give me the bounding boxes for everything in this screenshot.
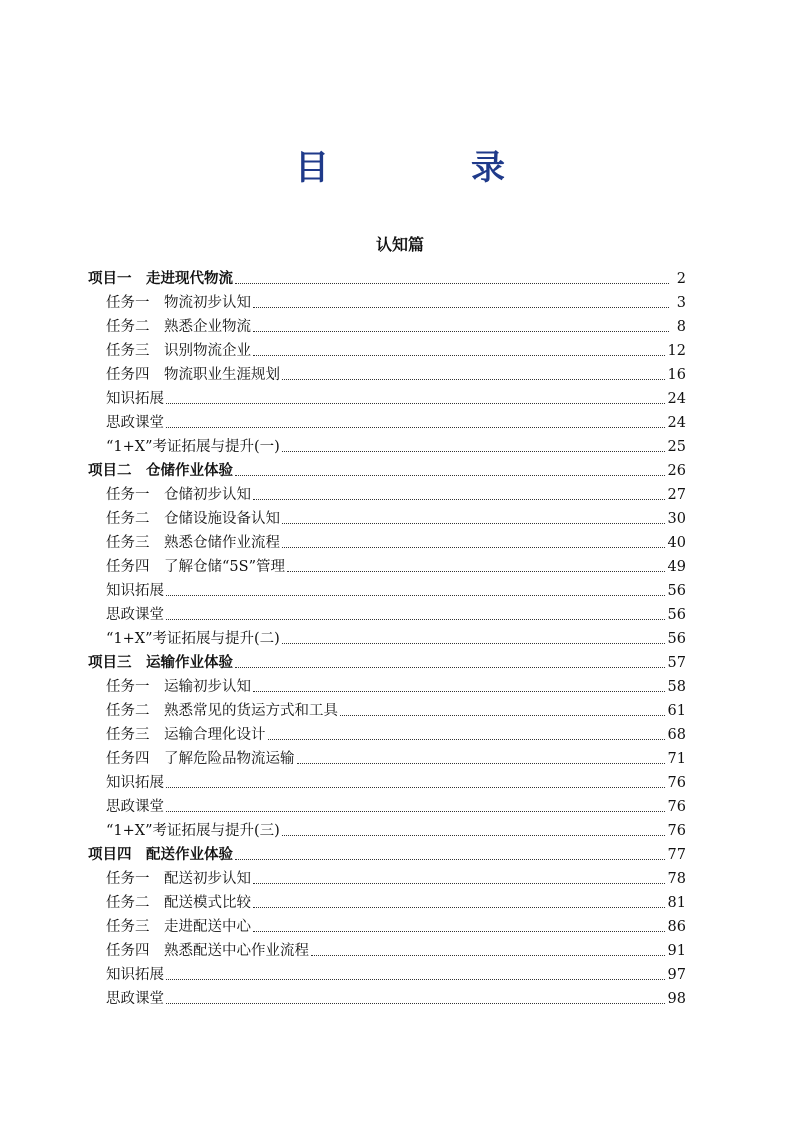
toc-entry-label: 任务三 熟悉仓储作业流程: [106, 535, 280, 551]
dot-leader: [297, 763, 665, 764]
dot-leader: [166, 787, 665, 788]
toc-task-entry[interactable]: [0, 289, 800, 313]
toc-entry-label: 任务四 熟悉配送中心作业流程: [106, 943, 309, 959]
toc-entry-page-number: 40: [667, 535, 686, 551]
dot-leader: [253, 907, 665, 908]
dot-leader: [287, 571, 665, 572]
toc-entry-page-number: 12: [667, 343, 686, 359]
dot-leader: [166, 979, 665, 980]
toc-task-entry[interactable]: [0, 433, 800, 457]
toc-task-entry[interactable]: [0, 361, 800, 385]
dot-leader: [253, 307, 669, 308]
toc-entry-label: 任务四 了解危险品物流运输: [106, 751, 295, 767]
dot-leader: [282, 835, 665, 836]
dot-leader: [166, 811, 665, 812]
toc-entry-page-number: 26: [667, 463, 686, 479]
toc-task-entry[interactable]: [0, 481, 800, 505]
dot-leader: [166, 427, 665, 428]
toc-task-entry[interactable]: [0, 337, 800, 361]
toc-task-entry[interactable]: [0, 505, 800, 529]
toc-entry-label: 项目三 运输作业体验: [88, 655, 233, 671]
dot-leader: [282, 643, 665, 644]
toc-entry-page-number: 16: [667, 367, 686, 383]
toc-entry-page-number: 56: [667, 583, 686, 599]
toc-task-entry[interactable]: [0, 697, 800, 721]
toc-entry-label: 项目二 仓储作业体验: [88, 463, 233, 479]
dot-leader: [253, 331, 669, 332]
dot-leader: [235, 859, 665, 860]
toc-task-entry[interactable]: [0, 985, 800, 1009]
toc-entry-page-number: 86: [667, 919, 686, 935]
toc-entry-page-number: 24: [667, 391, 686, 407]
toc-task-entry[interactable]: [0, 577, 800, 601]
dot-leader: [235, 283, 669, 284]
toc-task-entry[interactable]: [0, 889, 800, 913]
dot-leader: [282, 451, 665, 452]
toc-task-entry[interactable]: [0, 721, 800, 745]
dot-leader: [253, 691, 665, 692]
dot-leader: [166, 1003, 665, 1004]
toc-entry-label: “1+X”考证拓展与提升(一): [106, 439, 280, 455]
toc-entry-page-number: 76: [667, 799, 686, 815]
dot-leader: [235, 667, 665, 668]
toc-entry-page-number: 56: [667, 631, 686, 647]
dot-leader: [268, 739, 665, 740]
toc-entry-label: 任务一 配送初步认知: [106, 871, 251, 887]
toc-entry-label: 知识拓展: [106, 967, 164, 983]
toc-project-entry[interactable]: [0, 649, 800, 673]
toc-entry-page-number: 8: [676, 319, 686, 335]
toc-entry-page-number: 57: [667, 655, 686, 671]
toc-task-entry[interactable]: [0, 313, 800, 337]
dot-leader: [282, 547, 665, 548]
toc-entry-page-number: 49: [667, 559, 686, 575]
toc-project-entry[interactable]: [0, 457, 800, 481]
toc-entry-label: 知识拓展: [106, 391, 164, 407]
dot-leader: [253, 499, 665, 500]
toc-entry-label: 任务一 仓储初步认知: [106, 487, 251, 503]
toc-task-entry[interactable]: [0, 817, 800, 841]
toc-entry-label: 任务三 运输合理化设计: [106, 727, 266, 743]
dot-leader: [166, 595, 665, 596]
toc-entry-label: “1+X”考证拓展与提升(二): [106, 631, 280, 647]
toc-task-entry[interactable]: [0, 601, 800, 625]
toc-task-entry[interactable]: [0, 865, 800, 889]
dot-leader: [253, 883, 665, 884]
toc-entry-label: 任务一 运输初步认知: [106, 679, 251, 695]
toc-task-entry[interactable]: [0, 745, 800, 769]
toc-entry-page-number: 77: [667, 847, 686, 863]
toc-entry-page-number: 3: [676, 295, 686, 311]
toc-entry-page-number: 27: [667, 487, 686, 503]
toc-entry-page-number: 76: [667, 775, 686, 791]
toc-entry-label: 任务四 了解仓储“5S”管理: [106, 559, 285, 575]
toc-task-entry[interactable]: [0, 625, 800, 649]
dot-leader: [282, 523, 665, 524]
dot-leader: [253, 355, 665, 356]
toc-entry-label: 思政课堂: [106, 607, 164, 623]
toc-entry-label: 任务二 配送模式比较: [106, 895, 251, 911]
toc-entry-page-number: 98: [667, 991, 686, 1007]
toc-entry-page-number: 78: [667, 871, 686, 887]
dot-leader: [282, 379, 665, 380]
toc-task-entry[interactable]: [0, 553, 800, 577]
toc-entry-page-number: 30: [667, 511, 686, 527]
toc-entry-label: 任务二 仓储设施设备认知: [106, 511, 280, 527]
toc-task-entry[interactable]: [0, 409, 800, 433]
toc-task-entry[interactable]: [0, 385, 800, 409]
toc-entry-page-number: 61: [667, 703, 686, 719]
toc-entry-label: 知识拓展: [106, 775, 164, 791]
toc-entry-label: 任务二 熟悉企业物流: [106, 319, 251, 335]
dot-leader: [311, 955, 665, 956]
toc-task-entry[interactable]: [0, 961, 800, 985]
dot-leader: [340, 715, 665, 716]
toc-task-entry[interactable]: [0, 529, 800, 553]
section-title: 认知篇: [375, 235, 424, 254]
toc-entry-label: 任务三 识别物流企业: [106, 343, 251, 359]
toc-entry-label: 任务四 物流职业生涯规划: [106, 367, 280, 383]
toc-entry-page-number: 25: [667, 439, 686, 455]
toc-project-entry[interactable]: [0, 265, 800, 289]
toc-entry-page-number: 91: [667, 943, 686, 959]
dot-leader: [235, 475, 665, 476]
toc-task-entry[interactable]: [0, 937, 800, 961]
dot-leader: [166, 403, 665, 404]
toc-entry-page-number: 56: [667, 607, 686, 623]
toc-entry-label: 项目四 配送作业体验: [88, 847, 233, 863]
toc-entry-label: 任务三 走进配送中心: [106, 919, 251, 935]
toc-entry-label: 思政课堂: [106, 415, 164, 431]
toc-entry-page-number: 76: [667, 823, 686, 839]
toc-entry-page-number: 97: [667, 967, 686, 983]
toc-entry-label: 思政课堂: [106, 799, 164, 815]
toc-entry-label: 思政课堂: [106, 991, 164, 1007]
toc-task-entry[interactable]: [0, 769, 800, 793]
toc-entry-label: 任务二 熟悉常见的货运方式和工具: [106, 703, 338, 719]
toc-task-entry[interactable]: [0, 913, 800, 937]
toc-task-entry[interactable]: [0, 793, 800, 817]
toc-entry-label: 项目一 走进现代物流: [88, 271, 233, 287]
toc-entry-page-number: 81: [667, 895, 686, 911]
toc-entry-page-number: 71: [667, 751, 686, 767]
dot-leader: [166, 619, 665, 620]
toc-entry-page-number: 68: [667, 727, 686, 743]
toc-task-entry[interactable]: [0, 673, 800, 697]
toc-entry-page-number: 24: [667, 415, 686, 431]
toc-entry-label: “1+X”考证拓展与提升(三): [106, 823, 280, 839]
toc-entry-page-number: 2: [676, 271, 686, 287]
toc-project-entry[interactable]: [0, 841, 800, 865]
toc-entry-page-number: 58: [667, 679, 686, 695]
dot-leader: [253, 931, 665, 932]
toc-entry-label: 知识拓展: [106, 583, 164, 599]
toc-entry-label: 任务一 物流初步认知: [106, 295, 251, 311]
page-title: 目 录: [295, 148, 559, 188]
